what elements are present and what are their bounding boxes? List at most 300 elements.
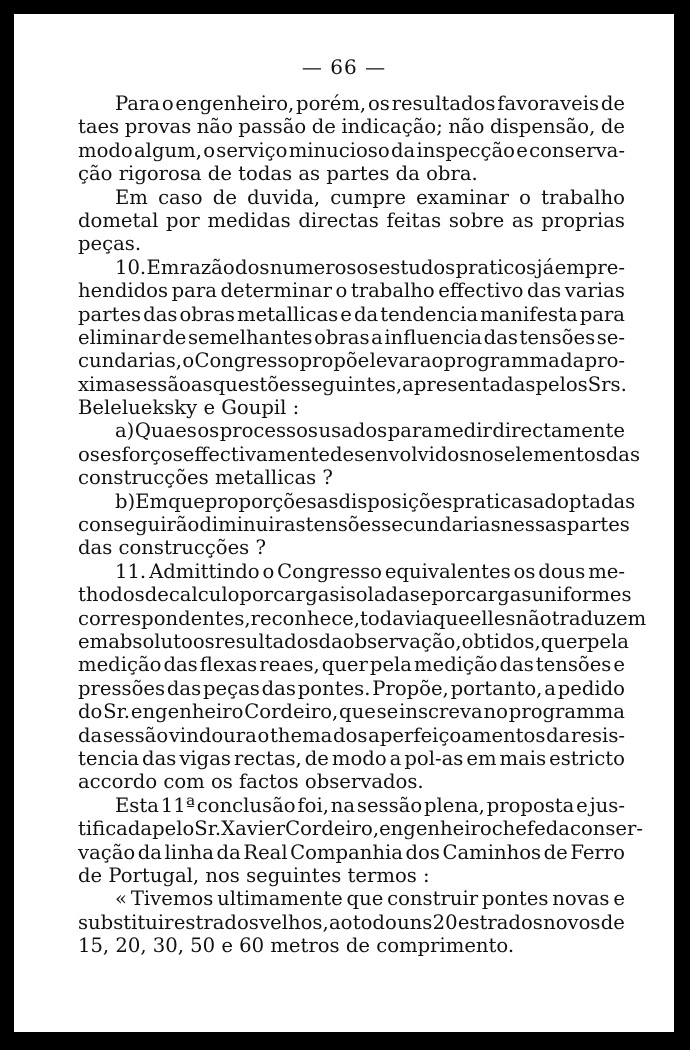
word: cargas xyxy=(465,583,532,607)
text-line xyxy=(78,606,647,630)
word: observados. xyxy=(304,770,424,794)
word: e xyxy=(221,934,240,958)
word: o xyxy=(262,559,275,583)
word: calculo xyxy=(168,583,240,607)
word: resis- xyxy=(571,723,625,747)
word: o xyxy=(182,349,195,373)
word: Congresso xyxy=(277,559,382,583)
word: eliminar xyxy=(78,325,161,349)
word: pedido xyxy=(557,676,625,700)
word: Para xyxy=(115,92,161,115)
word: Portugal, xyxy=(108,863,206,887)
word: no xyxy=(483,700,508,724)
word: programma xyxy=(443,349,560,373)
word: e xyxy=(516,138,528,162)
word: observação, xyxy=(342,629,462,653)
word: conseguirão xyxy=(78,513,200,537)
word: e xyxy=(613,653,625,677)
word: as xyxy=(511,208,534,232)
word: proporções xyxy=(204,489,317,513)
word: medir xyxy=(433,419,492,443)
word: todavia xyxy=(360,606,433,630)
word: linha xyxy=(164,840,214,864)
word: usados xyxy=(318,419,388,443)
word: aperfeiçoamentos xyxy=(368,723,546,747)
word: 11. xyxy=(115,559,147,583)
word: 20 xyxy=(432,910,458,934)
word: thodos xyxy=(78,583,145,607)
word: conclusão xyxy=(196,793,296,817)
word: pressões xyxy=(78,676,166,700)
word: de xyxy=(600,115,625,139)
text-line xyxy=(78,911,625,934)
word: sobre xyxy=(448,208,505,232)
word: pelos xyxy=(535,372,588,396)
word: disposições xyxy=(338,489,453,513)
word: resultados xyxy=(391,92,496,115)
word: feitas xyxy=(386,208,442,232)
word: nos xyxy=(205,863,247,887)
word: não xyxy=(515,606,552,630)
text-line xyxy=(78,186,625,209)
text-line xyxy=(78,419,625,442)
word: já xyxy=(536,255,555,279)
word: seguintes xyxy=(246,863,348,887)
word: directas xyxy=(298,208,379,232)
word: serviço xyxy=(216,138,288,162)
word: peças. xyxy=(78,232,142,256)
word: inspecção xyxy=(416,138,515,162)
word: Goupil xyxy=(221,396,293,420)
word: pela xyxy=(369,653,412,677)
body-text xyxy=(78,92,647,958)
word: factos xyxy=(239,770,305,794)
word: ao xyxy=(329,910,353,934)
text-line xyxy=(78,887,625,910)
word: inscreva xyxy=(399,700,483,724)
word: flexas xyxy=(199,653,258,677)
word: obras xyxy=(314,325,370,349)
text-line xyxy=(78,794,625,817)
word: effectivo xyxy=(438,279,524,303)
word: proposta xyxy=(486,793,575,817)
text-line xyxy=(78,724,625,747)
word: pontes xyxy=(481,887,549,911)
word: de xyxy=(78,863,109,887)
word: isoladas xyxy=(339,583,420,607)
word: se- xyxy=(596,325,625,349)
word: das xyxy=(143,302,178,326)
word: Sr. xyxy=(194,817,222,841)
word: o xyxy=(161,92,174,115)
word: vação xyxy=(78,840,136,864)
word: obtidos, xyxy=(461,629,541,653)
word: uns xyxy=(397,910,433,934)
word: levar xyxy=(369,349,420,373)
word: Em xyxy=(135,489,169,513)
word: não xyxy=(448,115,485,139)
word: da xyxy=(560,349,585,373)
word: da xyxy=(390,138,416,162)
word: os xyxy=(367,92,390,115)
word: de xyxy=(311,115,336,139)
word: metallicas xyxy=(214,466,323,490)
word: Em xyxy=(146,255,180,279)
word: as xyxy=(190,372,213,396)
text-line xyxy=(78,677,625,700)
text-line xyxy=(78,747,625,770)
book-page xyxy=(14,14,674,1032)
word: a xyxy=(371,325,383,349)
text-line xyxy=(78,700,625,723)
word: : xyxy=(423,863,430,887)
word: obras xyxy=(179,302,235,326)
word: peças xyxy=(202,676,260,700)
word: vigas xyxy=(179,746,231,770)
word: a) xyxy=(115,419,135,443)
word: as xyxy=(283,513,306,537)
word: Sr. xyxy=(103,700,131,724)
word: partes xyxy=(326,162,396,186)
text-line xyxy=(78,864,625,887)
word: estrados xyxy=(173,910,259,934)
text-line xyxy=(78,256,625,279)
text-line xyxy=(78,934,625,957)
text-line xyxy=(78,841,625,864)
text-line xyxy=(78,115,625,138)
word: accordo xyxy=(78,770,164,794)
word: pela xyxy=(586,629,629,653)
word: Admittindo xyxy=(149,559,260,583)
word: engenheiro, xyxy=(175,92,295,115)
text-line xyxy=(78,513,630,537)
word: jus- xyxy=(589,793,625,817)
word: o xyxy=(203,138,215,162)
word: para xyxy=(387,419,433,443)
word: correspondentes, xyxy=(78,606,251,630)
text-line xyxy=(78,466,625,489)
word: rigorosa xyxy=(118,162,208,186)
word: apresentadas xyxy=(402,372,536,396)
word: diminuir xyxy=(199,513,284,537)
word: sessão xyxy=(102,723,169,747)
word: examinar xyxy=(416,185,509,209)
word: metros xyxy=(270,934,346,958)
word: 30, xyxy=(152,934,191,958)
word: por xyxy=(166,208,200,232)
word: das xyxy=(499,653,534,677)
word: de xyxy=(162,325,187,349)
word: ? xyxy=(322,466,333,490)
word: velhos, xyxy=(259,910,329,934)
word: Ferro xyxy=(570,840,625,864)
word: razão xyxy=(179,255,235,279)
word: 15, xyxy=(78,934,116,958)
word: das xyxy=(166,676,202,700)
word: 10. xyxy=(115,255,147,279)
word: tificada xyxy=(78,817,153,841)
word: termos xyxy=(347,863,424,887)
text-line xyxy=(78,162,625,185)
word: e xyxy=(613,887,625,911)
word: portanto, xyxy=(450,676,543,700)
word: ção xyxy=(78,162,119,186)
word: foi, xyxy=(297,793,329,817)
word: as xyxy=(316,489,339,513)
word: dometal xyxy=(78,208,159,232)
word: que xyxy=(168,489,205,513)
word: algum, xyxy=(134,138,202,162)
word: proprias xyxy=(541,208,625,232)
word: das xyxy=(78,536,119,560)
word: favoraveis xyxy=(497,92,600,115)
word: medidas xyxy=(207,208,291,232)
word: b) xyxy=(115,489,136,513)
word: e xyxy=(340,302,352,326)
word: praticos xyxy=(455,255,537,279)
word: empre- xyxy=(554,255,625,279)
word: obra. xyxy=(426,162,478,186)
word: esforços xyxy=(99,442,183,466)
word: caso xyxy=(158,185,203,209)
word: da xyxy=(216,840,241,864)
word: medição xyxy=(78,653,162,677)
word: o xyxy=(257,723,270,747)
word: desenvolvidos xyxy=(330,442,470,466)
word: programma xyxy=(508,700,625,724)
word: engenheiro xyxy=(130,700,244,724)
word: cargas xyxy=(273,583,340,607)
word: estudos xyxy=(378,255,456,279)
text-line xyxy=(78,139,625,162)
word: Belelueksky xyxy=(78,396,204,420)
word: dispensão, xyxy=(489,115,596,139)
word: das xyxy=(142,746,177,770)
word: Cordeiro, xyxy=(244,700,339,724)
word: minucioso xyxy=(288,138,390,162)
word: directamente xyxy=(492,419,625,443)
word: semelhantes xyxy=(187,325,313,349)
word: o xyxy=(519,185,531,209)
word: plena, xyxy=(423,793,485,817)
word: resultados xyxy=(214,629,319,653)
word: medição xyxy=(414,653,498,677)
word: engenheiro xyxy=(379,817,492,841)
word: de xyxy=(212,185,237,209)
word: novos xyxy=(543,910,601,934)
text-line xyxy=(78,629,629,653)
word: praticas xyxy=(452,489,533,513)
word: cumpre xyxy=(330,185,406,209)
word: pro- xyxy=(584,349,625,373)
word: xima xyxy=(78,372,126,396)
word: rectas, xyxy=(233,746,302,770)
word: quer xyxy=(540,629,587,653)
word: vindoura xyxy=(168,723,257,747)
word: reconhece, xyxy=(250,606,360,630)
word: da xyxy=(78,723,103,747)
word: tendencia xyxy=(380,302,479,326)
word: os xyxy=(210,770,240,794)
word: em xyxy=(78,629,109,653)
word: « xyxy=(115,887,127,911)
word: os xyxy=(513,559,536,583)
word: das xyxy=(526,279,562,303)
word: as xyxy=(298,162,327,186)
text-line xyxy=(78,349,625,372)
text-line xyxy=(78,442,641,466)
word: os xyxy=(192,629,215,653)
word: tensões xyxy=(535,653,612,677)
word: seguintes, xyxy=(300,372,403,396)
word: das xyxy=(163,653,198,677)
word: a xyxy=(389,746,402,770)
word: metallicas xyxy=(237,302,339,326)
word: os xyxy=(197,419,220,443)
text-line xyxy=(78,326,625,349)
word: da xyxy=(137,840,162,864)
word: trabalho xyxy=(350,279,435,303)
word: que xyxy=(339,700,376,724)
word: por xyxy=(431,583,466,607)
text-line xyxy=(78,770,625,793)
word: secundarias xyxy=(381,513,501,537)
word: : xyxy=(292,396,300,420)
word: da xyxy=(353,302,379,326)
text-line xyxy=(78,279,625,302)
word: partes xyxy=(78,302,142,326)
word: tencia xyxy=(78,746,140,770)
word: das xyxy=(483,325,518,349)
word: reaes, xyxy=(259,653,320,677)
word: de xyxy=(345,934,377,958)
word: Congresso xyxy=(194,349,300,373)
word: dos xyxy=(333,723,368,747)
word: provas xyxy=(124,115,192,139)
word: Caminhos xyxy=(442,840,542,864)
word: construcções xyxy=(118,536,256,560)
word: trabalho xyxy=(541,185,625,209)
word: cundarias, xyxy=(78,349,183,373)
word: das xyxy=(605,442,641,466)
word: e xyxy=(203,396,222,420)
word: não xyxy=(196,115,233,139)
word: que xyxy=(346,887,384,911)
text-line xyxy=(78,232,625,255)
text-line xyxy=(78,489,636,513)
word: a xyxy=(544,676,556,700)
word: e xyxy=(419,583,432,607)
word: Xavier xyxy=(221,817,286,841)
word: indicação; xyxy=(341,115,443,139)
word: das xyxy=(261,676,296,700)
word: tensões xyxy=(305,513,382,537)
word: da xyxy=(395,162,427,186)
word: propõe xyxy=(299,349,370,373)
word: Esta xyxy=(115,793,159,817)
text-line xyxy=(78,373,625,396)
page-number: — 66 — xyxy=(301,55,387,79)
word: 60 xyxy=(239,934,271,958)
text-line xyxy=(78,92,625,115)
word: para xyxy=(171,279,217,303)
word: processos xyxy=(219,419,318,443)
word: numerosos xyxy=(269,255,379,279)
word: construcções xyxy=(78,466,215,490)
word: com xyxy=(163,770,211,794)
word: manifesta xyxy=(480,302,578,326)
word: todas xyxy=(238,162,299,186)
word: estrados xyxy=(457,910,543,934)
word: determinar xyxy=(220,279,332,303)
word: modo xyxy=(78,138,133,162)
word: de xyxy=(304,746,329,770)
word: Quaes xyxy=(134,419,197,443)
text-line xyxy=(78,209,625,232)
word: de xyxy=(600,92,625,115)
word: construir xyxy=(387,887,479,911)
word: pontes. xyxy=(297,676,371,700)
word: dous xyxy=(538,559,586,583)
text-line xyxy=(78,653,625,676)
word: me- xyxy=(588,559,625,583)
word: tensões xyxy=(519,325,596,349)
word: de xyxy=(144,583,169,607)
text-line xyxy=(78,396,625,419)
word: Companhia xyxy=(290,840,403,864)
word: nos xyxy=(469,442,504,466)
word: 20, xyxy=(115,934,153,958)
word: na xyxy=(330,793,356,817)
word: que xyxy=(432,606,470,630)
word: substituir xyxy=(78,910,174,934)
word: conserva- xyxy=(529,138,625,162)
word: duvida, xyxy=(247,185,321,209)
word: questões xyxy=(212,372,301,396)
word: mais xyxy=(499,746,547,770)
word: elles xyxy=(469,606,516,630)
word: partes xyxy=(566,513,630,537)
word: nessas xyxy=(500,513,567,537)
word: effectivamente xyxy=(182,442,331,466)
word: os xyxy=(78,442,100,466)
word: Propõe, xyxy=(372,676,449,700)
word: o xyxy=(335,279,348,303)
word: taes xyxy=(78,115,120,139)
word: 50 xyxy=(190,934,222,958)
word: da xyxy=(545,817,570,841)
word: em xyxy=(466,746,497,770)
word: de xyxy=(543,840,568,864)
word: adoptadas xyxy=(532,489,636,513)
text-line xyxy=(78,303,625,326)
word: Real xyxy=(243,840,288,864)
word: sessão xyxy=(125,372,191,396)
word: da xyxy=(318,629,343,653)
word: quer xyxy=(321,653,368,677)
word: porém, xyxy=(296,92,367,115)
word: ? xyxy=(255,536,266,560)
text-line xyxy=(78,560,625,583)
word: conser- xyxy=(569,817,643,841)
text-line xyxy=(78,583,632,607)
word: pol-as xyxy=(404,746,464,770)
word: de xyxy=(600,910,625,934)
word: se xyxy=(376,700,399,724)
word: todo xyxy=(352,910,397,934)
word: equivalentes xyxy=(384,559,511,583)
word: pelo xyxy=(152,817,195,841)
